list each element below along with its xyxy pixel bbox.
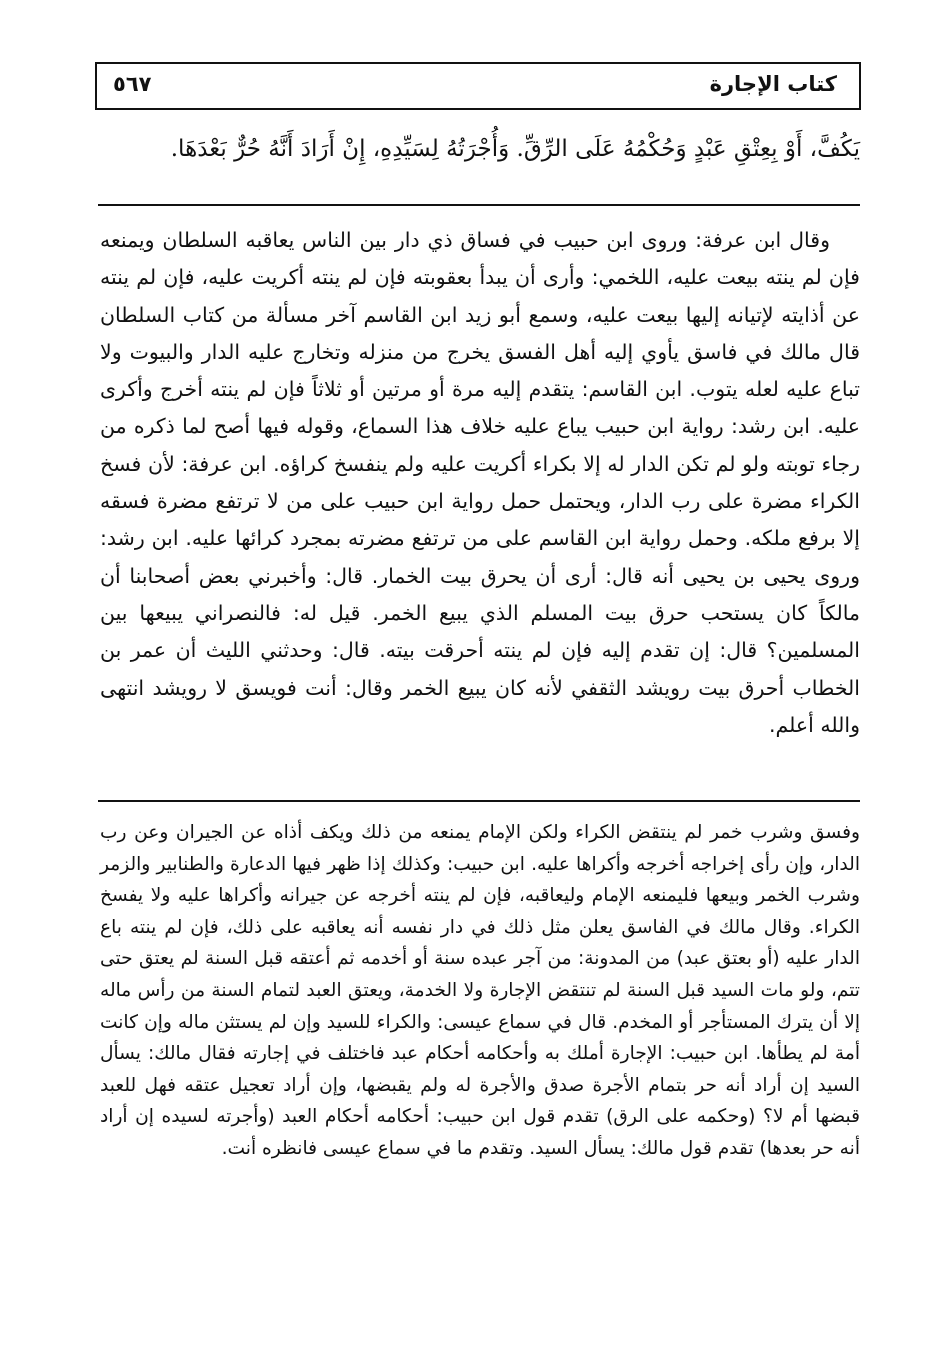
commentary-paragraph: وقال ابن عرفة: وروى ابن حبيب في فساق ذي دار بين الناس يعاقبه السلطان ويمنعه فإن لم ينته بيعت عليه، اللخمي: وأرى أن يبدأ بعقوبته فإن لم ينته أكريت عليه، فإن لم ينته عن أذايته لإتيانه إليها بيعت عليه، وسمع أبو زيد ابن القاسم آخر مسألة من كتاب السلطان قال مالك في فاسق يأوي إليه أهل الفسق يخرج من منزله وتخارج عليه الدار والبيوت ولا تباع عليه لعله يتوب. ابن القاسم: يتقدم إليه مرة أو مرتين أو ثلاثاً فإن لم ينته أخرج وأكرى عليه. ابن رشد: رواية ابن حبيب يباع عليه خلاف هذا السماع، وقوله فيها أصح لما ذكره من رجاء توبته ولو لم تكن الدار له إلا بكراء أكريت عليه ولم ينفسخ كراؤه. ابن عرفة: لأن فسخ الكراء مضرة على رب الدار، ويحتمل حمل رواية ابن حبيب على من لا ترتفع مضرة فسقه إلا برفع ملكه. وحمل رواية ابن القاسم على من ترتفع مضرته بمجرد كرائها عليه. ابن رشد: وروى يحيى بن يحيى أنه قال: أرى أن يحرق بيت الخمار. قال: وأخبرني بعض أصحابنا أن مالكاً كان يستحب حرق بيت المسلم الذي يبيع الخمر. قيل له: فالنصراني يبيعها بين المسلمين؟ قال: إن تقدم إليه فإن لم ينته أحرقت بيته. قال: وحدثني الليث أن عمر بن الخطاب أحرق بيت رويشد الثقفي لأنه كان يبيع الخمر وقال: أنت فويسق لا رويشد انتهى والله أعلم.: [100, 228, 860, 737]
separator-line: [98, 204, 860, 206]
commentary-paragraph: وفسق وشرب خمر لم ينتقض الكراء ولكن الإمام يمنعه من ذلك ويكف أذاه عن الجيران وعن رب الدار، وإن رأى إخراجه أخرجه وأكراها عليه. ابن حبيب: وكذلك إذا ظهر فيها الدعارة والطنابير والزمر وشرب الخمر وبيعها فليمنعه الإمام وليعاقبه، فإن لم ينته أخرجه عن جيرانه وأكراها عليه ولا يفسخ الكراء. وقال مالك في الفاسق يعلن مثل ذلك في دار نفسه أنه يعاقبه على ذلك، فإن لم ينته باع الدار عليه (أو بعتق عبد) من المدونة: من آجر عبده سنة أو أخدمه ثم أعتقه قبل السنة لم يعتق حتى تتم، ولو مات السيد قبل السنة لم تنتقض الإجارة ولا الخدمة، ويعتق العبد لتمام السنة من رأس ماله إلا أن يترك المستأجر أو المخدم. قال في سماع عيسى: والكراء للسيد وإن لم يستثن ماله وإن كانت أمة لم يطأها. ابن حبيب: الإجارة أملك به وأحكامه أحكام عبد فاختلف في إجارته فقال مالك: يسأل السيد إن أراد أنه حر بتمام الأجرة صدق والأجرة له ولم يقبضها، وإن أراد تعجيل عتقه فهل للعبد قبضها أم لا؟ (وحكمه على الرق) تقدم قول ابن حبيب: أحكامه أحكام العبد (وأجرته لسيده إن أراد أنه حر بعدها) تقدم قول مالك: يسأل السيد. وتقدم ما في سماع عيسى فانظره أنت.: [100, 822, 860, 1159]
chapter-title: كتاب الإجارة: [709, 72, 837, 96]
matn-text: يَكُفَّ، أَوْ بِعِتْقِ عَبْدٍ وَحُكْمُهُ عَلَى الرِّقِّ. وَأُجْرَتُهُ لِسَيِّدِهِ، إِنْ أَرَادَ أَنَّهُ حُرٌّ بَعْدَهَا.: [170, 136, 860, 162]
running-header: [95, 62, 861, 110]
separator-line: [98, 800, 860, 802]
commentary-block-upper: [100, 222, 860, 744]
page-number: ٥٦٧: [113, 72, 152, 96]
commentary-block-lower: [100, 817, 860, 1165]
